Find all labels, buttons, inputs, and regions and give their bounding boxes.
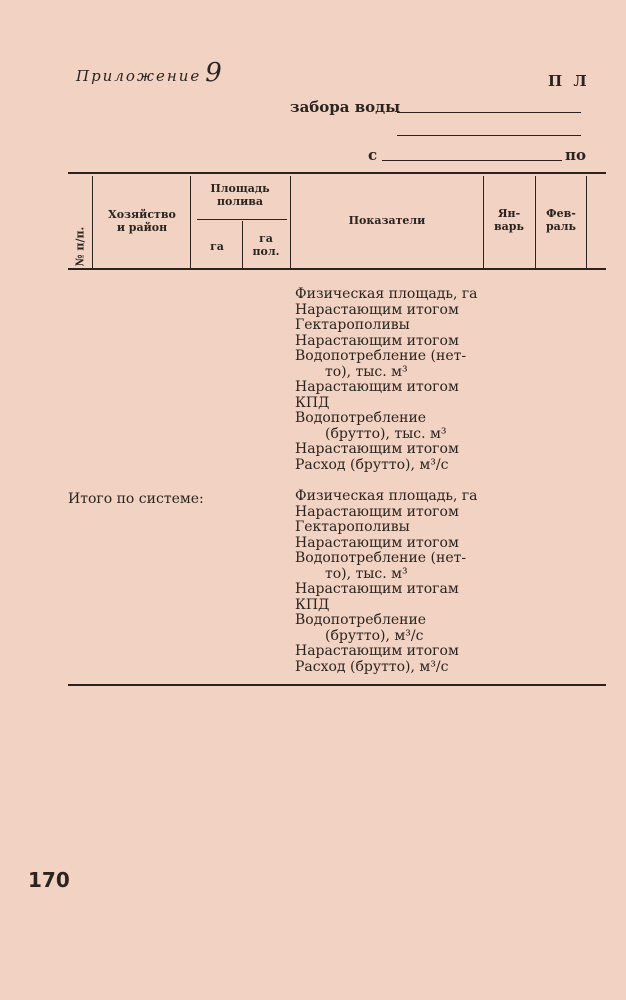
appendix-label: Приложение — [76, 67, 202, 85]
indicator-row: Водопотребление (нет- — [295, 550, 467, 566]
indicator-row: КПД — [295, 394, 330, 411]
col-header-february-line2: раль — [545, 220, 577, 233]
indicator-row: то), тыс. м³ — [325, 363, 408, 380]
table-bottom-rule — [68, 684, 606, 686]
table-top-rule — [68, 172, 606, 174]
area-subheader-rule — [197, 219, 287, 220]
indicator-row: Нарастающим итогам — [295, 581, 459, 597]
indicator-row: Водопотребление — [295, 410, 427, 426]
col-header-area-ha: га — [210, 240, 224, 253]
indicator-row: Гектарополивы — [295, 317, 410, 333]
col-header-number-text: № п/п. — [73, 226, 87, 267]
indicator-row: Расход (брутто), м³/с — [295, 658, 449, 675]
col-header-farm — [94, 208, 190, 234]
col-divider — [290, 176, 291, 268]
indicator-row: Физическая площадь, га — [295, 286, 478, 302]
indicator-row: Физическая площадь, га — [295, 488, 478, 504]
col-header-area-ha-pol-line1: га — [259, 232, 273, 245]
indicator-row: (брутто), тыс. м³ — [325, 425, 447, 442]
from-label: с — [368, 146, 378, 164]
col-divider — [242, 221, 243, 268]
system-total-label: Итого по системе: — [68, 491, 204, 507]
col-divider — [586, 176, 587, 268]
col-header-farm-line2: и район — [116, 221, 168, 234]
indicator-row: Нарастающим итогом — [295, 332, 459, 349]
indicator-row: Нарастающим итогом — [295, 534, 459, 551]
table-header-bottom-rule — [68, 268, 606, 270]
col-header-area-ha-pol-line2: пол. — [252, 245, 280, 258]
indicator-row: Водопотребление — [295, 612, 427, 628]
col-header-january-line1: Ян- — [497, 207, 521, 220]
col-divider — [92, 176, 93, 268]
col-header-january-line2: варь — [494, 220, 524, 233]
indicator-row: Нарастающим итогом — [295, 441, 459, 457]
col-divider — [190, 176, 191, 268]
indicators-block-farm — [295, 287, 478, 473]
col-divider — [483, 176, 484, 268]
indicator-row: Нарастающим итогом — [295, 503, 459, 520]
indicator-row: Гектарополивы — [295, 519, 410, 535]
indicator-row: то), тыс. м³ — [325, 565, 408, 582]
water-intake-fill-line — [397, 112, 581, 113]
col-header-area — [192, 182, 288, 208]
col-header-farm-line1: Хозяйство — [108, 208, 176, 221]
col-header-area-line1: Площадь — [210, 182, 270, 195]
col-header-area-ha-pol — [244, 232, 288, 258]
indicator-row: Водопотребление (нет- — [295, 348, 467, 364]
appendix-number: 9 — [205, 58, 222, 88]
date-fill-line — [382, 160, 562, 161]
col-header-area-line2: полива — [216, 195, 264, 208]
page-number: 170 — [28, 868, 70, 892]
corner-code: П Л — [548, 72, 590, 90]
indicators-block-system — [295, 489, 478, 675]
indicator-row: Нарастающим итогом — [295, 643, 459, 659]
col-header-indicators: Показатели — [348, 214, 426, 227]
col-header-january — [485, 207, 533, 233]
indicator-row: Нарастающим итогом — [295, 301, 459, 318]
to-label: по — [565, 146, 586, 164]
col-divider — [535, 176, 536, 268]
col-header-number — [60, 226, 100, 267]
water-intake-label: забора воды — [290, 98, 401, 116]
indicator-row: Расход (брутто), м³/с — [295, 456, 449, 473]
appendix-title — [76, 58, 222, 88]
indicator-row: Нарастающим итогом — [295, 379, 459, 395]
indicator-row: (брутто), м³/с — [325, 627, 424, 644]
water-intake-fill-line-2 — [397, 135, 581, 136]
indicator-row: КПД — [295, 596, 330, 613]
col-header-february — [537, 207, 585, 233]
col-header-february-line1: Фев- — [546, 207, 576, 220]
